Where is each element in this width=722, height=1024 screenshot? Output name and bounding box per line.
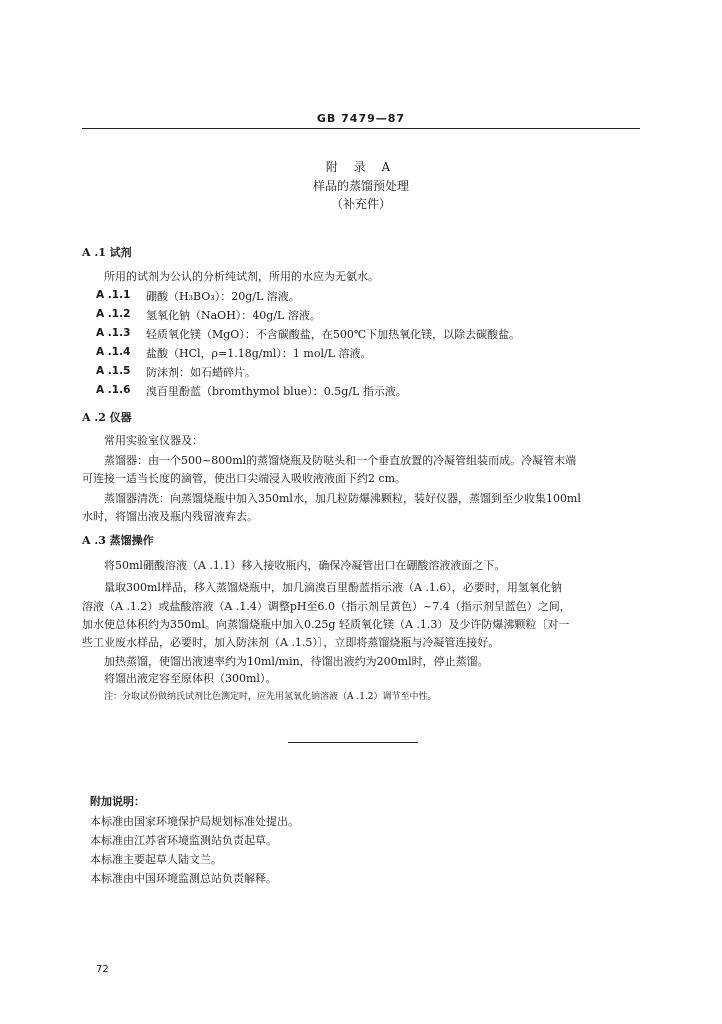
section-a3-para: 些工业废水样品，必要时，加入防沫剂（A .1.5）〕，立即将蒸馏烧瓶与冷凝管连接好。 [82, 636, 500, 649]
section-a3-para: 将50ml硼酸溶液（A .1.1）移入接收瓶内，确保冷凝管出口在硼酸溶液液面之下。 [104, 559, 506, 572]
appendix-title: 样品的蒸馏预处理 [312, 179, 409, 193]
section-a2-para: 蒸馏器：由一个500~800ml的蒸馏烧瓶及防哒头和一个垂直放置的冷凝管组装而成。冷凝管末端 [104, 454, 577, 467]
appendix-subtitle: （补充件） [330, 197, 391, 211]
header-rule [82, 128, 640, 129]
section-a1-heading: A .1 试剂 [82, 246, 132, 259]
addendum-line: 本标准由中国环境监测总站负责解释。 [90, 872, 277, 885]
item-text: 轻质氧化镁（MgO）：不含碳酸盐，在500℃下加热氧化镁，以除去碳酸盐。 [146, 328, 521, 341]
item-text: 防沫剂：如石蜡碎片。 [146, 366, 256, 379]
item-number: A .1.6 [96, 384, 131, 396]
standard-code-header: GB 7479—87 [316, 112, 406, 125]
addendum-line: 本标准由江苏省环境监测站负责起草。 [90, 834, 277, 847]
section-a3-para: 量取300ml样品，移入蒸馏烧瓶中，加几滴溴百里酚蓝指示液（A .1.6），必要时，用氢氧化钠 [104, 581, 562, 594]
section-a2-para: 可连接一适当长度的滴管，使出口尖端浸入吸收液液面下约2 cm。 [82, 472, 407, 485]
item-number: A .1.3 [96, 327, 131, 339]
item-number: A .1.5 [96, 365, 131, 377]
section-a2-para: 常用实验室仪器及： [104, 434, 203, 447]
section-a1-intro: 所用的试剂为公认的分析纯试剂，所用的水应为无氨水。 [104, 270, 379, 283]
item-number: A .1.1 [96, 289, 131, 301]
section-a3-para: 加水使总体积约为350ml。向蒸馏烧瓶中加入0.25g 轻质氧化镁（A .1.3）及少许防爆沸颗粒〔对一 [82, 618, 570, 631]
section-a2-para: 水时，将馏出液及瓶内残留液弃去。 [82, 510, 258, 523]
addendum-heading: 附加说明： [90, 795, 145, 808]
item-text: 硼酸（H₃BO₃）：20g/L 溶液。 [146, 290, 300, 303]
addendum-line: 本标准主要起草人陆文兰。 [90, 853, 222, 866]
section-a3-para: 将馏出液定容至原体积（300ml）。 [104, 672, 277, 685]
item-text: 氢氧化钠（NaOH）：40g/L 溶液。 [146, 309, 321, 322]
end-rule [288, 742, 418, 743]
item-text: 溴百里酚蓝（bromthymol blue）：0.5g/L 指示液。 [146, 385, 407, 398]
section-a3-para: 溶液（A .1.2）或盐酸溶液（A .1.4）调整pH至6.0（指示剂呈黄色）~7.4（指示剂呈蓝色）之间， [82, 600, 571, 613]
section-a2-para: 蒸馏器清洗：向蒸馏烧瓶中加入350ml水，加几粒防爆沸颗粒，装好仪器，蒸馏到至少收集100ml [104, 492, 581, 505]
section-a3-para: 加热蒸馏，使馏出液速率约为10ml/min，待馏出液约为200ml时，停止蒸馏。 [104, 655, 489, 668]
section-a2-heading: A .2 仪器 [82, 411, 132, 424]
section-a3-note: 注：分取试份做纳氏试剂比色测定时，应先用氢氧化钠溶液（A .1.2）调节至中性。 [104, 692, 437, 702]
section-a3-heading: A .3 蒸馏操作 [82, 534, 154, 547]
item-text: 盐酸（HCl，ρ=1.18g/ml）：1 mol/L 溶液。 [146, 347, 372, 360]
page-number: 72 [96, 964, 109, 975]
appendix-label: 附 录 A [325, 160, 397, 174]
item-number: A .1.2 [96, 308, 131, 320]
addendum-line: 本标准由国家环境保护局规划标准处提出。 [90, 815, 299, 828]
item-number: A .1.4 [96, 346, 131, 358]
